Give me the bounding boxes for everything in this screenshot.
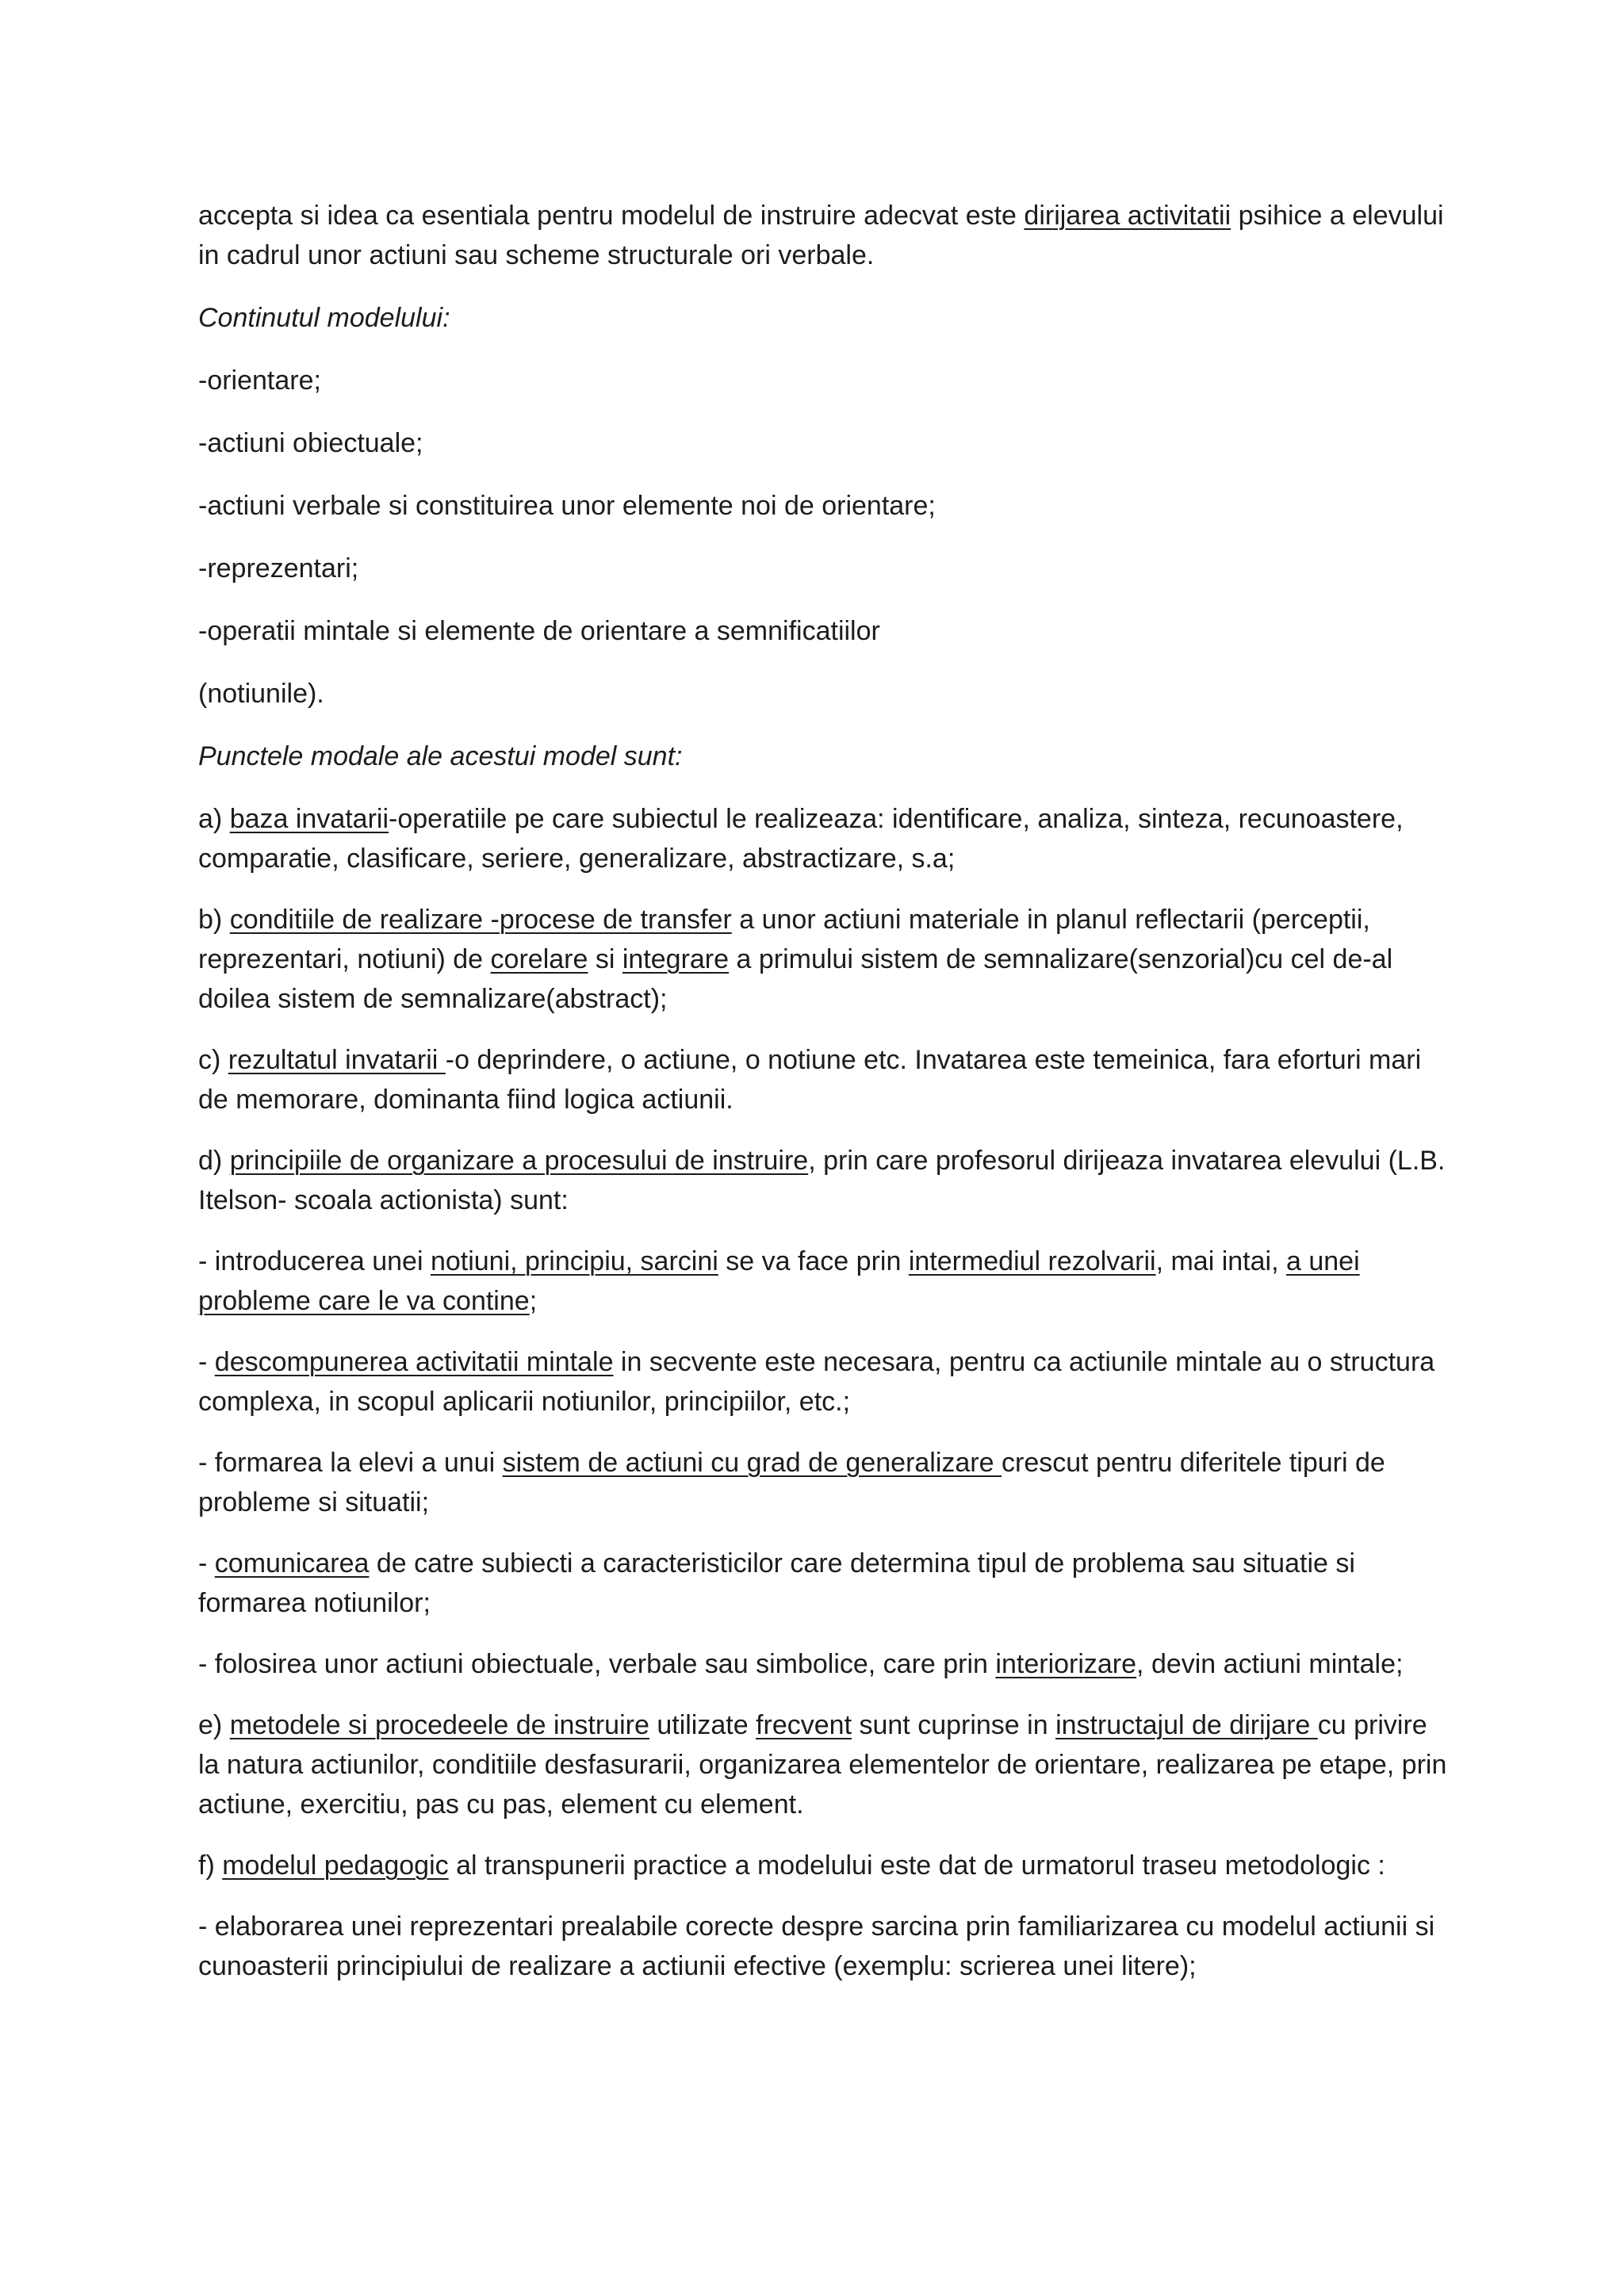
underlined-text: modelul pedagogic — [222, 1850, 449, 1881]
text-run: accepta si idea ca esentiala pentru modelul de instruire adecvat este — [198, 201, 1025, 231]
paragraph-point-e — [198, 1705, 1451, 1824]
paragraph-d-item-4 — [198, 1544, 1451, 1623]
underlined-text: a unei probleme care le va contine — [198, 1246, 1360, 1316]
text-run: a) — [198, 804, 230, 834]
text-run: sunt cuprinse in — [852, 1710, 1056, 1740]
text-run: , mai intai, — [1155, 1246, 1286, 1276]
text-run: -actiuni obiectuale; — [198, 428, 423, 458]
paragraph-heading-punctele — [198, 737, 1451, 776]
underlined-text: sistem de actiuni cu grad de generalizare — [502, 1448, 1002, 1478]
underlined-text: integrare — [622, 944, 730, 974]
paragraph-item-notiunile — [198, 674, 1451, 714]
text-run: , devin actiuni mintale; — [1136, 1649, 1404, 1679]
paragraph-d-item-2 — [198, 1342, 1451, 1422]
text-run: utilizate — [649, 1710, 756, 1740]
underlined-text: dirijarea activitatii — [1024, 201, 1231, 231]
paragraph-item-actiuni-obiectuale — [198, 423, 1451, 463]
underlined-text: comunicarea — [214, 1548, 370, 1578]
underlined-text: intermediul rezolvarii — [908, 1246, 1156, 1276]
text-run: psihice a elevului in cadrul unor actiuni sau scheme structurale ori verbale. — [198, 201, 1444, 270]
text-run: in secvente este necesara, pentru ca actiunile mintale au o structura complexa, in scopul aplicarii notiunilor, principiilor, etc.; — [198, 1347, 1435, 1417]
text-run: - — [198, 1548, 215, 1578]
paragraph-point-a — [198, 799, 1451, 878]
text-run: b) — [198, 905, 230, 935]
text-run: - folosirea unor actiuni obiectuale, verbale sau simbolice, care prin — [198, 1649, 996, 1679]
paragraph-point-b — [198, 900, 1451, 1019]
text-run: ; — [529, 1286, 538, 1316]
text-run: Punctele modale ale acestui model sunt: — [198, 741, 683, 771]
text-run: de catre subiecti a caracteristicilor care determina tipul de problema sau situatie si formarea notiunilor; — [198, 1548, 1355, 1618]
paragraph-item-orientare — [198, 361, 1451, 400]
paragraph-intro — [198, 196, 1451, 275]
text-run: - formarea la elevi a unui — [198, 1448, 503, 1478]
underlined-text: corelare — [490, 944, 588, 974]
paragraph-item-actiuni-verbale — [198, 486, 1451, 526]
text-run: - elaborarea unei reprezentari prealabile corecte despre sarcina prin familiarizarea cu modelul actiunii si cunoasterii principiului de realizare a actiunii efective (exemplu: scrierea unei litere); — [198, 1911, 1435, 1981]
underlined-text: principiile de organizare a procesului de instruire — [229, 1146, 809, 1176]
text-run: si — [588, 944, 622, 974]
text-run: -operatiile pe care subiectul le realizeaza: identificare, analiza, sinteza, recunoastere, comparatie, clasificare, seriere, generalizare, abstractizare, s.a; — [198, 804, 1404, 874]
underlined-text: descompunerea activitatii mintale — [214, 1347, 614, 1377]
text-run: , prin care profesorul dirijeaza invatarea elevului (L.B. Itelson- scoala actionista) sunt: — [198, 1146, 1446, 1215]
paragraph-point-f — [198, 1846, 1451, 1885]
paragraph-point-c — [198, 1040, 1451, 1119]
text-run: c) — [198, 1045, 228, 1075]
paragraph-d-item-5 — [198, 1644, 1451, 1684]
text-run: -orientare; — [198, 365, 321, 396]
underlined-text: instructajul de dirijare — [1055, 1710, 1318, 1740]
text-run: - introducerea unei — [198, 1246, 431, 1276]
text-run: (notiunile). — [198, 679, 324, 709]
paragraph-heading-continut — [198, 298, 1451, 338]
paragraph-d-item-3 — [198, 1443, 1451, 1522]
underlined-text: rezultatul invatarii — [228, 1045, 446, 1075]
text-run: al transpunerii practice a modelului este dat de urmatorul traseu metodologic : — [448, 1850, 1385, 1881]
text-run: -o deprindere, o actiune, o notiune etc. Invatarea este temeinica, fara eforturi mari de memorare, dominanta fiind logica actiunii. — [198, 1045, 1422, 1115]
underlined-text: frecvent — [756, 1710, 852, 1740]
underlined-text: interiorizare — [995, 1649, 1137, 1679]
text-run: a unor actiuni materiale in planul reflectarii (perceptii, reprezentari, notiuni) de — [198, 905, 1370, 974]
text-run: e) — [198, 1710, 230, 1740]
paragraph-d-item-1 — [198, 1242, 1451, 1321]
underlined-text: conditiile de realizare -procese de transfer — [229, 905, 732, 935]
underlined-text: notiuni, principiu, sarcini — [430, 1246, 718, 1276]
text-run: cu privire la natura actiunilor, conditiile desfasurarii, organizarea elementelor de orientare, realizarea pe etape, prin actiune, exercitiu, pas cu pas, element cu element. — [198, 1710, 1447, 1820]
underlined-text: baza invatarii — [229, 804, 389, 834]
text-run: crescut pentru diferitele tipuri de probleme si situatii; — [198, 1448, 1385, 1517]
paragraph-f-item-1 — [198, 1907, 1451, 1986]
text-run: a primului sistem de semnalizare(senzorial)cu cel de-al doilea sistem de semnalizare(abstract); — [198, 944, 1393, 1014]
text-run: f) — [198, 1850, 223, 1881]
underlined-text: metodele si procedeele de instruire — [229, 1710, 649, 1740]
paragraph-item-reprezentari — [198, 549, 1451, 588]
text-run: Continutul modelului: — [198, 303, 450, 333]
text-run: -actiuni verbale si constituirea unor elemente noi de orientare; — [198, 491, 936, 521]
text-run: -operatii mintale si elemente de orientare a semnificatiilor — [198, 616, 880, 646]
text-run: - — [198, 1347, 215, 1377]
document-body — [198, 196, 1451, 2007]
text-run: se va face prin — [718, 1246, 909, 1276]
text-run: -reprezentari; — [198, 553, 359, 584]
text-run: d) — [198, 1146, 230, 1176]
paragraph-point-d — [198, 1141, 1451, 1220]
paragraph-item-operatii-mintale — [198, 611, 1451, 651]
